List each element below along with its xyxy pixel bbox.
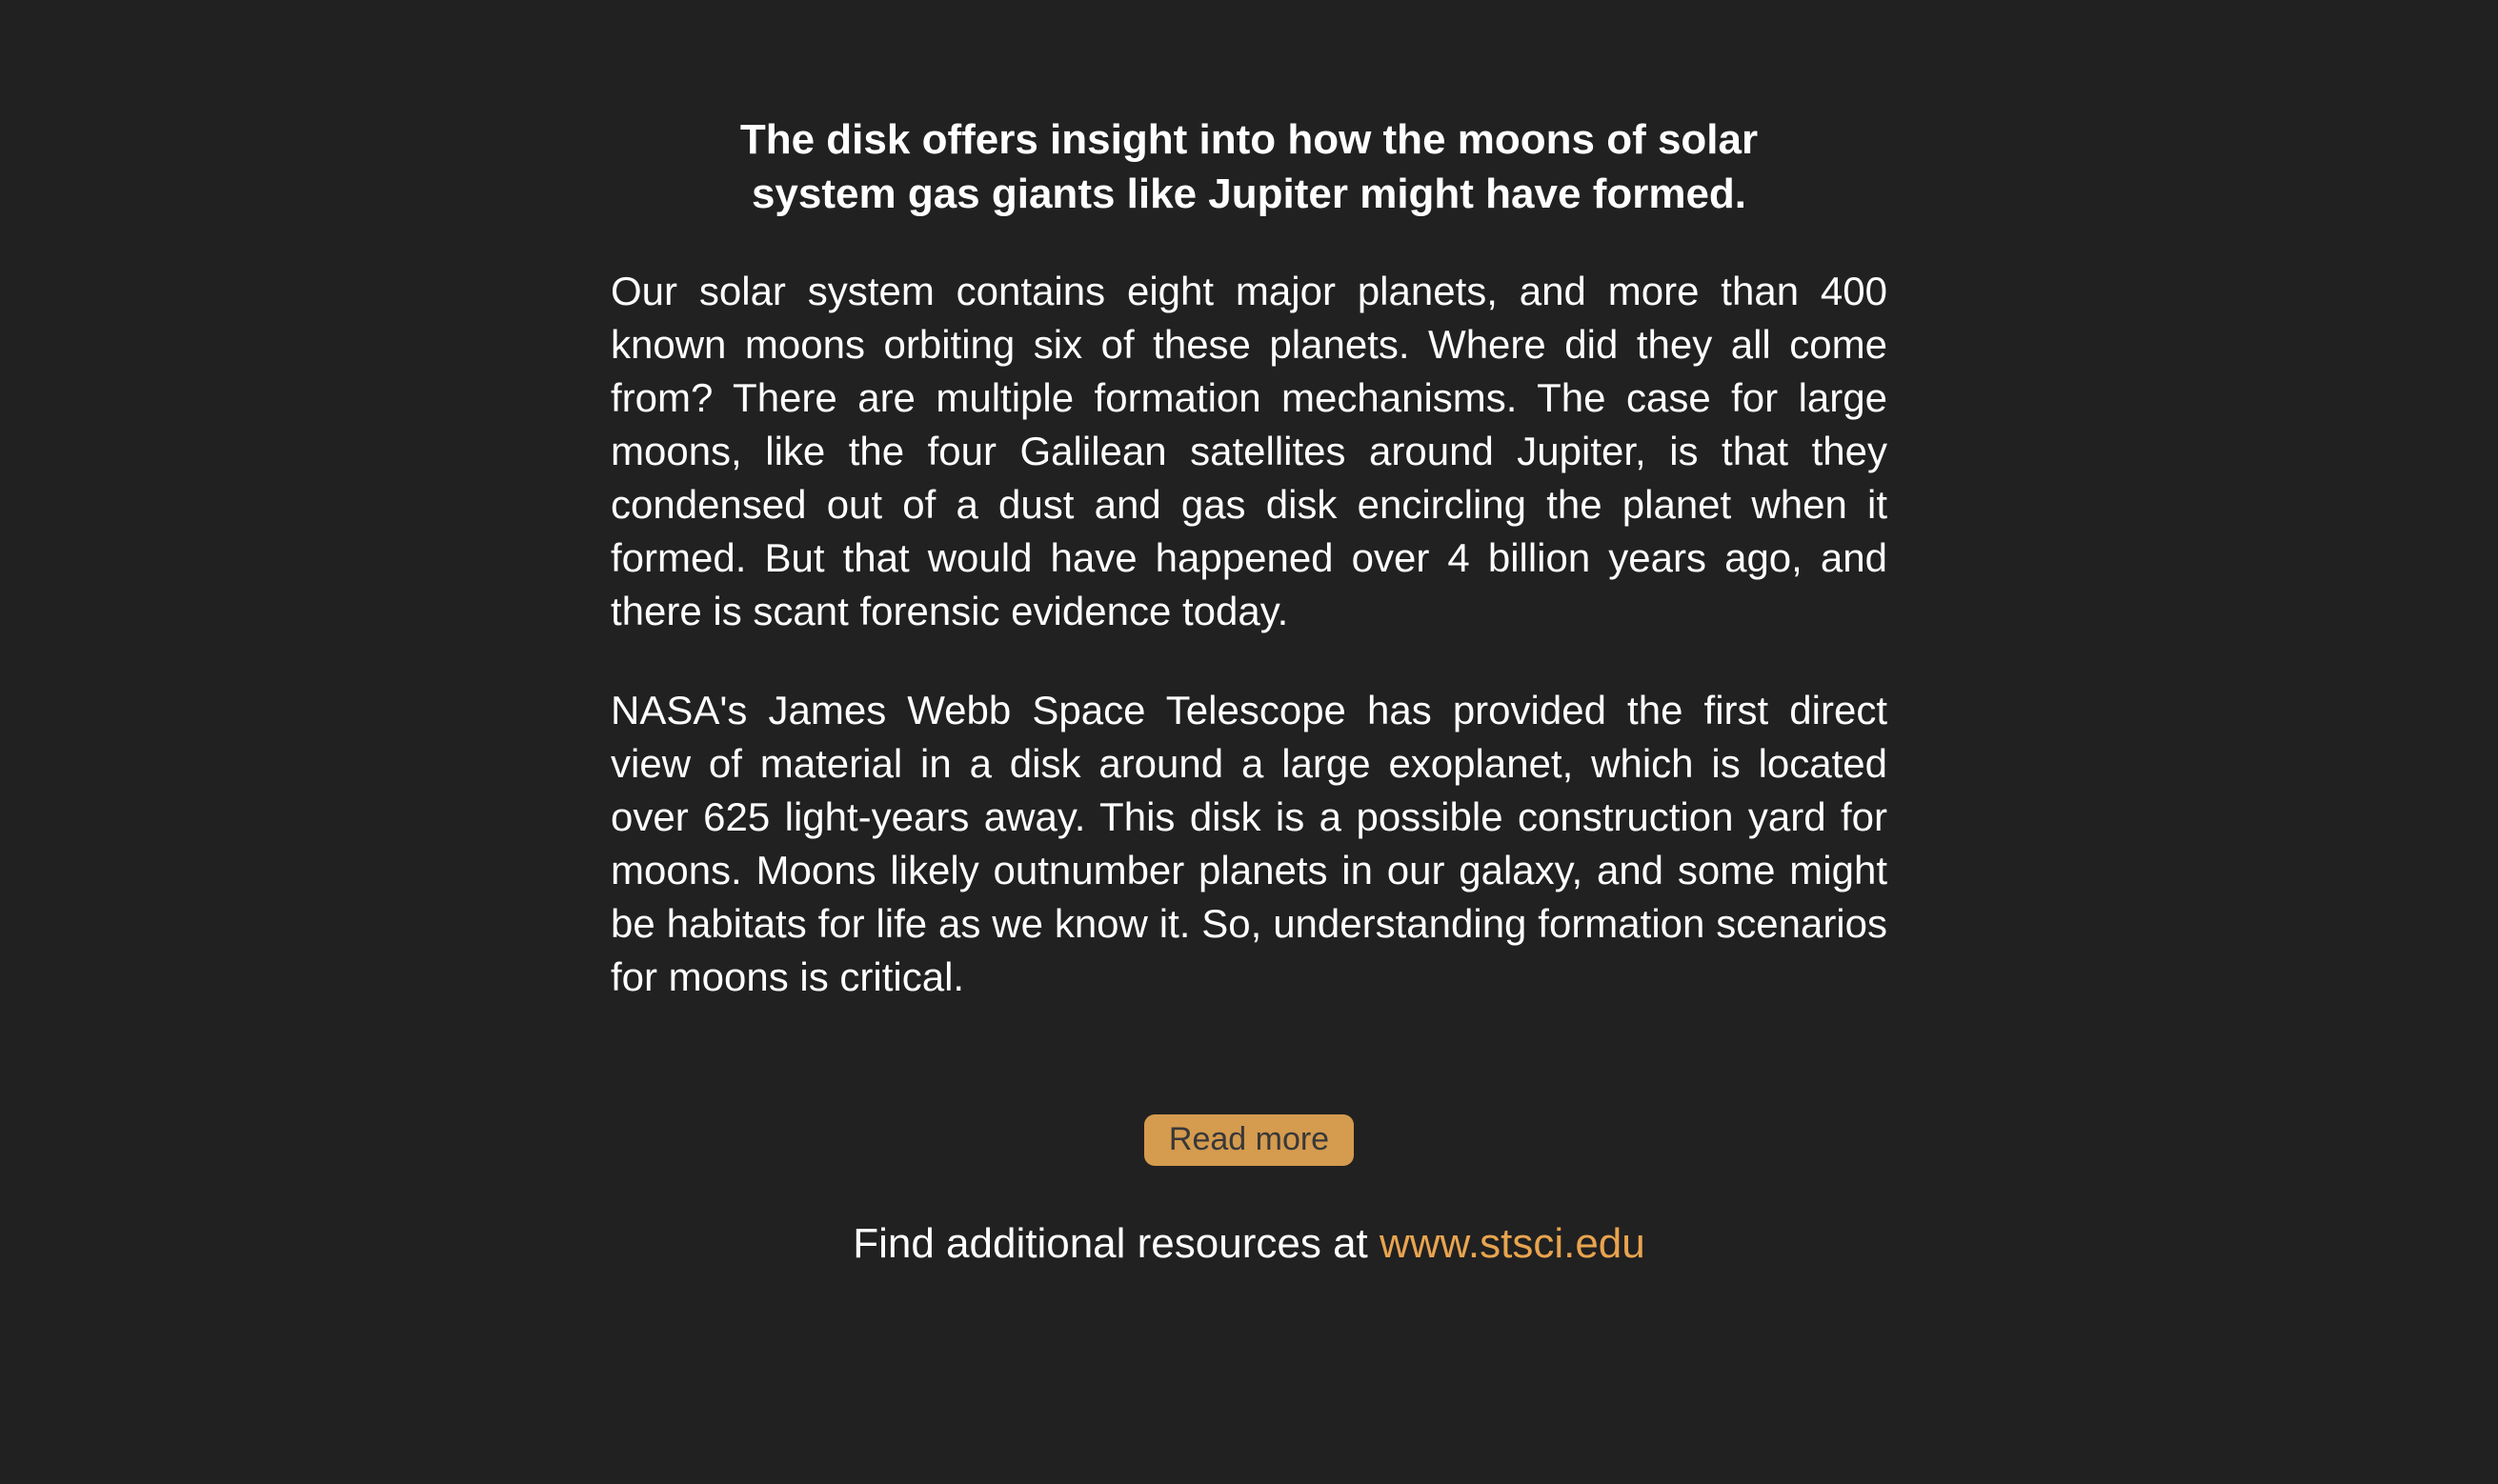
page-title-line-1: The disk offers insight into how the moons of solar: [739, 116, 1759, 163]
body-paragraph-1: Our solar system contains eight major planets, and more than 400 known moons orbiting six of these planets. Where did they all come from? There are multiple formation mechanisms. The case for large moons, like the four Galilean satellites around Jupiter, is that they condensed out of a dust and gas disk encircling the planet when it formed. But that would have happened over 4 billion years ago, and there is scant forensic evidence today.: [611, 269, 1887, 633]
page-title-line-2: system gas giants like Jupiter might have formed.: [751, 170, 1747, 217]
footer: [611, 1219, 1887, 1269]
button-row: [611, 1114, 1887, 1166]
footer-text: Find additional resources at: [853, 1220, 1380, 1267]
stsci-link[interactable]: www.stsci.edu: [1379, 1220, 1645, 1267]
article-panel: [611, 0, 1887, 1269]
page-title: [611, 112, 1887, 221]
body-paragraph-2: NASA's James Webb Space Telescope has provided the first direct view of material in a disk around a large exoplanet, which is located over 625 light-years away. This disk is a possible construction yard for moons. Moons likely outnumber planets in our galaxy, and some might be habitats for life as we know it. So, understanding formation scenarios for moons is critical.: [611, 688, 1887, 999]
read-more-button[interactable]: Read more: [1144, 1114, 1354, 1166]
